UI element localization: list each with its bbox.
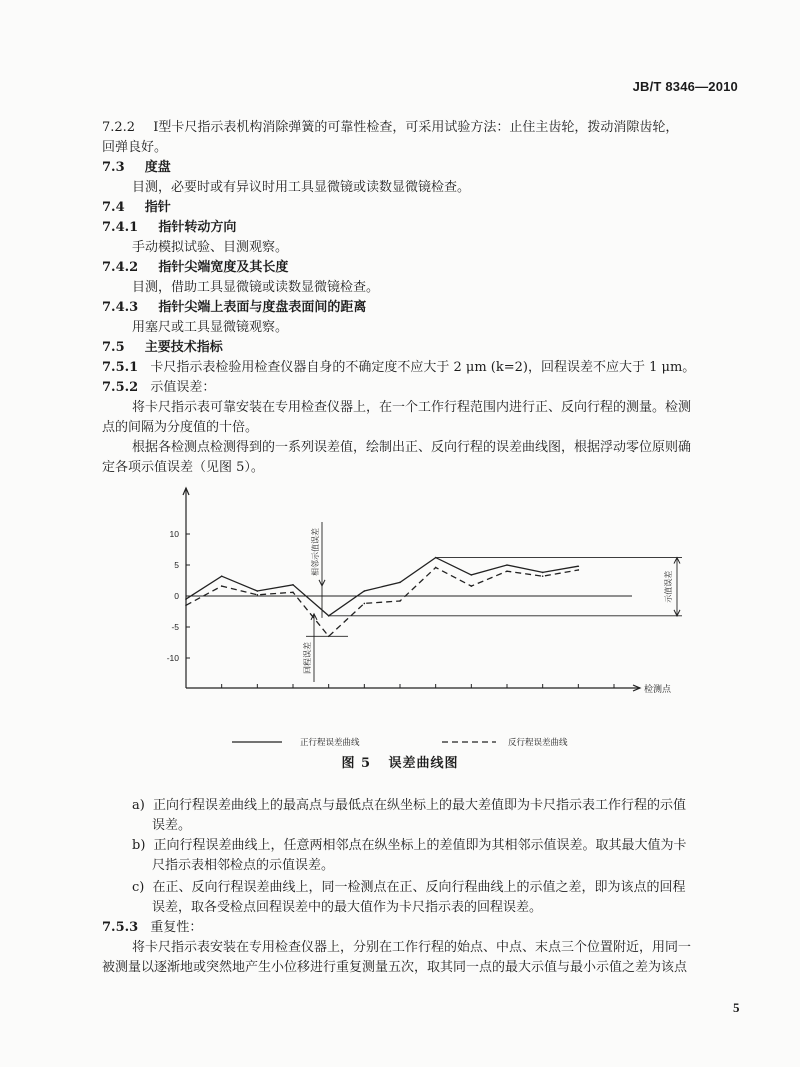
section-7-4-1-heading: [102, 219, 236, 237]
figure-title: 误差曲线图: [388, 756, 459, 771]
y-tick-label: 5: [174, 560, 179, 570]
section-title: 指针尖端宽度及其长度: [158, 260, 289, 275]
section-7-5-2-p2-cont: 定各项示值误差（见图 5）。: [102, 460, 264, 475]
data-point: [257, 590, 259, 592]
section-7-5-2-p1-cont: 点的间隔为分度值的十倍。: [102, 420, 259, 435]
data-point: [292, 591, 294, 593]
data-point: [542, 572, 544, 574]
section-7-4-heading: [102, 199, 171, 217]
adjacent-error-label: 相邻示值误差: [311, 528, 320, 576]
data-point: [328, 615, 330, 617]
list-label: c): [132, 880, 145, 895]
section-7-2-2: [102, 119, 678, 137]
figure-caption: [0, 752, 800, 771]
data-point: [364, 590, 366, 592]
section-7-5-1: [102, 359, 695, 377]
section-title: 示值误差：: [150, 380, 216, 395]
data-point: [292, 584, 294, 586]
section-7-5-heading: [102, 339, 223, 357]
list-text: 正向行程误差曲线上，任意两相邻点在纵坐标上的差值即为其相邻示值误差。取其最大值为卡: [153, 838, 687, 853]
list-text: 正向行程误差曲线上的最高点与最低点在纵坐标上的最大差值即为卡尺指示表工作行程的示值: [152, 798, 686, 813]
section-text: 卡尺指示表检验用检查仪器自身的不确定度不应大于 2 μm (k=2)，回程误差不应大于 1 μm。: [150, 360, 696, 375]
standard-code: JB/T 8346—2010: [632, 79, 738, 94]
section-number: 7.5: [102, 340, 125, 355]
figure-number: 图 5: [341, 756, 372, 771]
section-title: 指针尖端上表面与度盘表面间的距离: [158, 300, 367, 315]
data-point: [435, 557, 437, 559]
section-title: 主要技术指标: [144, 340, 223, 355]
y-tick-label: -5: [171, 622, 179, 632]
data-point: [221, 585, 223, 587]
data-point: [399, 600, 401, 602]
section-title: 指针: [144, 200, 171, 215]
data-point: [542, 575, 544, 577]
data-point: [578, 569, 580, 571]
data-point: [185, 605, 187, 607]
section-7-2-2-cont: 回弹良好。: [102, 140, 168, 155]
section-title: 度盘: [144, 160, 171, 175]
list-item-b: [132, 837, 687, 855]
list-item-b-cont: 尺指示表相邻检点的示值误差。: [152, 858, 335, 873]
reverse-error-curve: [186, 568, 578, 637]
list-item-a: [132, 797, 686, 815]
indication-error-label: 示值误差: [664, 570, 673, 603]
section-7-5-3-heading: [102, 919, 202, 937]
section-7-5-3-p1-cont: 被测量以逐渐地或突然地产生小位移进行重复测量五次，取其同一点的最大示值与最小示值之差为该点: [102, 960, 688, 975]
section-number: 7.4: [102, 200, 125, 215]
list-label: b): [132, 838, 146, 853]
section-number: 7.5.3: [102, 920, 139, 935]
section-7-4-3-text: 用塞尺或工具显微镜观察。: [132, 320, 289, 335]
section-7-5-2-heading: [102, 379, 215, 397]
x-axis-label: 检测点: [644, 685, 672, 695]
data-point: [578, 565, 580, 567]
data-point: [435, 567, 437, 569]
section-number: 7.4.1: [102, 220, 139, 235]
error-curve-chart: [150, 480, 690, 750]
section-7-5-3-p1: 将卡尺指示表安装在专用检查仪器上，分别在工作行程的始点、中点、末点三个位置附近，用同一: [132, 940, 692, 955]
data-point: [257, 594, 259, 596]
list-text: 在正、反向行程误差曲线上，同一检测点在正、反向行程曲线上的示值之差，即为该点的回程: [152, 880, 686, 895]
section-number: 7.4.2: [102, 260, 139, 275]
data-point: [506, 564, 508, 566]
chart-legend: [232, 737, 568, 748]
section-number: 7.2.2: [102, 120, 136, 135]
data-point: [399, 582, 401, 584]
data-point: [506, 570, 508, 572]
return-error-label: 回程误差: [303, 642, 312, 674]
section-7-3-text: 目测，必要时或有异议时用工具显微镜或读数显微镜检查。: [132, 180, 471, 195]
section-7-3-heading: [102, 159, 171, 177]
section-number: 7.4.3: [102, 300, 139, 315]
section-7-4-1-text: 手动模拟试验、目测观察。: [132, 240, 289, 255]
list-item-c-cont: 误差，取各受检点回程误差中的最大值作为卡尺指示表的回程误差。: [152, 900, 543, 915]
chart-ticks: [167, 529, 672, 695]
data-point: [185, 598, 187, 600]
section-number: 7.5.1: [102, 360, 139, 375]
section-title: 指针转动方向: [158, 220, 237, 235]
data-point: [328, 636, 330, 638]
forward-error-curve: [186, 558, 578, 616]
section-number: 7.3: [102, 160, 125, 175]
chart-annotations: [186, 522, 682, 682]
y-tick-label: 10: [169, 529, 179, 539]
section-number: 7.5.2: [102, 380, 139, 395]
section-7-4-2-heading: [102, 259, 288, 277]
section-7-4-3-heading: [102, 299, 366, 317]
legend-label-reverse: 反行程误差曲线: [508, 738, 568, 748]
section-title: 重复性：: [150, 920, 203, 935]
data-point: [471, 585, 473, 587]
chart-series: [185, 557, 579, 637]
y-tick-label: -10: [166, 653, 179, 663]
y-tick-label: 0: [174, 591, 179, 601]
section-text: Ⅰ型卡尺指示表机构消除弹簧的可靠性检查，可采用试验方法：止住主齿轮，拨动消隙齿轮，: [153, 120, 679, 135]
data-point: [471, 574, 473, 576]
section-7-5-2-p2: 根据各检测点检测得到的一系列误差值，绘制出正、反向行程的误差曲线图，根据浮动零位原则确: [132, 440, 692, 455]
list-item-c: [132, 879, 686, 897]
data-point: [364, 603, 366, 605]
data-point: [221, 575, 223, 577]
legend-label-forward: 正行程误差曲线: [300, 738, 360, 748]
section-7-4-2-text: 目测，借助工具显微镜或读数显微镜检查。: [132, 280, 380, 295]
section-7-5-2-p1: 将卡尺指示表可靠安装在专用检查仪器上，在一个工作行程范围内进行正、反向行程的测量。检测: [132, 400, 692, 415]
page-number: 5: [733, 1000, 740, 1015]
list-item-a-cont: 误差。: [152, 818, 192, 833]
list-label: a): [132, 798, 145, 813]
